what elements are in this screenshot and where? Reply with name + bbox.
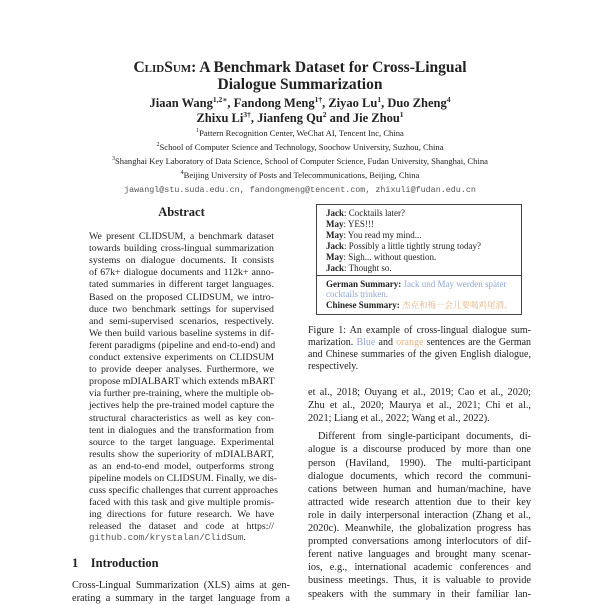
abstract-line: We present CLIDSUM, a benchmark dataset bbox=[89, 231, 274, 242]
abstract-line: pipeline models on CLIDSUM. Finally, we dis- bbox=[89, 473, 278, 484]
author: Ziyao Lu$^1$, bbox=[328, 95, 388, 111]
body-text-line: 2021; Liang et al., 2022; Wang et al., 2022). bbox=[308, 413, 490, 425]
abstract-line: tent in dialogues and the transformation from bbox=[89, 424, 274, 436]
speaker-name: Jack bbox=[326, 241, 344, 251]
dialogue-utterance bbox=[326, 208, 405, 219]
abstract-line: propose mDIALBART which extends mBART bbox=[89, 376, 275, 388]
abstract-line: via further pre-training, where the multiple ob- bbox=[89, 388, 275, 400]
abstract-line: jectives help the pre-trained model capture the bbox=[89, 400, 274, 412]
figure-divider bbox=[317, 275, 521, 276]
abstract-line: to provide deeper analyses. Furthermore, we bbox=[89, 364, 274, 376]
body-text-line: alogue is a discourse produced by more than one bbox=[308, 444, 531, 456]
speaker-name: Jack bbox=[326, 208, 344, 218]
intro-line: Cross-Lingual Summarization (XLS) aims at gen- bbox=[72, 580, 290, 591]
abstract-heading: Abstract bbox=[158, 205, 205, 219]
affiliation: $^3$Shanghai Key Laboratory of Data Science, School of Computer Science, Fudan University, Shanghai, China bbox=[112, 156, 488, 166]
author: Jianfeng Qu$^2$ and bbox=[257, 110, 353, 126]
utterance-text: : Cocktails later? bbox=[344, 208, 405, 218]
dialogue-utterance bbox=[326, 241, 481, 252]
abstract-line: conduct extensive experiments on CLIDSUM bbox=[89, 352, 274, 363]
dataset-name: ClidSum bbox=[133, 59, 192, 76]
author: Jiaan Wang$^{1,2∗}$, bbox=[149, 95, 234, 111]
figure-caption-line: Figure 1: An example of cross-lingual dialogue sum- bbox=[308, 325, 531, 336]
author: Jie Zhou$^1$ bbox=[352, 110, 404, 126]
abstract-line: Based on the proposed CLIDSUM, we intro- bbox=[89, 291, 274, 303]
affiliation: $^4$Beijing University of Posts and Telecommunications, Beijing, China bbox=[180, 170, 420, 180]
abstract-line: duce two benchmark settings for supervised bbox=[89, 303, 274, 315]
body-text-line: ferent native languages and brought many scenar- bbox=[308, 549, 531, 561]
affiliation: $^2$School of Computer Science and Technology, Soochow University, Suzhou, China bbox=[156, 142, 444, 152]
author: Zhixu $Li^{3\dagger}$, bbox=[196, 110, 258, 126]
abstract-line: ing directions for future research. We have bbox=[89, 509, 274, 521]
dialogue-utterance bbox=[326, 263, 392, 274]
abstract-line: ferent paradigms (pipeline and end-to-end) and bbox=[89, 339, 276, 351]
utterance-text: : Thought so. bbox=[344, 263, 392, 273]
utterance-text: : Sigh... without question. bbox=[343, 252, 437, 262]
author: Duo Zheng$^4$ bbox=[387, 95, 451, 111]
abstract-line: and semi-supervised scenarios, respectively. bbox=[89, 315, 274, 327]
figure-1-box bbox=[316, 204, 522, 315]
authors-line-1 bbox=[0, 95, 600, 111]
figure-caption-line: marization. Blue and orange sentences are the German bbox=[308, 337, 532, 348]
abstract-line: released the dataset and code at https:// bbox=[89, 521, 274, 533]
body-text-line: cations between human and human/machine, have bbox=[308, 483, 531, 495]
intro-line: erating a summary in the target language from a bbox=[72, 593, 290, 604]
affiliation: $^1$Pattern Recognition Center, WeChat AI, Tencent Inc, China bbox=[196, 128, 404, 138]
section-heading-introduction: 1 Introduction bbox=[72, 556, 159, 570]
title-text: : A Benchmark Dataset for Cross-Lingual bbox=[191, 59, 467, 76]
abstract-line: systems on dialogue documents. It consists bbox=[89, 255, 274, 267]
chinese-summary: Chinese Summary: 杰克和梅一会儿要喝鸡尾酒。 bbox=[326, 300, 513, 311]
paper-title-line-1 bbox=[0, 59, 600, 77]
speaker-name: May bbox=[326, 252, 344, 262]
body-text-line: attracted wide research attention due to their key bbox=[308, 496, 531, 508]
body-text-line: Different from single-participant documents, di- bbox=[318, 431, 531, 443]
body-text-line: dialogue documents, which record the communi- bbox=[308, 470, 531, 482]
abstract-line: tated summaries in different target languages. bbox=[89, 279, 274, 291]
abstract-line: of 67k+ dialogue documents and 112k+ anno- bbox=[89, 267, 274, 279]
abstract-line: towards building cross-lingual summarization bbox=[89, 243, 274, 255]
figure-caption-line: and Chinese summaries of the given English dialogue, bbox=[308, 349, 531, 360]
utterance-text: : You read my mind... bbox=[343, 230, 422, 240]
dialogue-utterance bbox=[326, 252, 436, 263]
abstract-line: source to the target language. Experimental bbox=[89, 436, 274, 448]
body-text-line: person (Haviland, 1990). The multi-participant bbox=[308, 457, 531, 469]
github-link[interactable]: github.com/krystalan/ClidSum bbox=[89, 532, 244, 543]
figure-caption-line: respectively. bbox=[308, 361, 359, 372]
body-text-line: ios, e.g., international academic conferences and bbox=[308, 562, 531, 574]
body-text-line: business meetings. Thus, it is valuable to provide bbox=[308, 575, 531, 587]
author-emails: jawangl@stu.suda.edu.cn, fandongmeng@tencent.com, zhixuli@fudan.edu.cn bbox=[124, 185, 476, 195]
author: Fandong Meng$^{1\dagger}$, bbox=[233, 95, 329, 111]
body-text-line: et al., 2018; Ouyang et al., 2019; Cao et al., 2020; bbox=[308, 387, 531, 398]
abstract-line: structural characteristics as well as key con- bbox=[89, 412, 274, 424]
abstract-line: faced with this task and give multiple promis- bbox=[89, 497, 274, 509]
body-text-line: speakers with the summary in their familiar lan- bbox=[308, 588, 531, 600]
body-text-line: Zhu et al., 2020; Maurya et al., 2021; Chi et al., bbox=[308, 400, 531, 412]
body-text-line: 2020c). Meanwhile, the globalization progress has bbox=[308, 523, 531, 534]
dialogue-utterance bbox=[326, 219, 374, 230]
german-summary-cont: cocktails trinken. bbox=[326, 289, 388, 299]
body-text-line: role in daily interpersonal interaction (Zhang et al., bbox=[308, 509, 531, 521]
abstract-line: results show the superiority of mDIALBART, bbox=[89, 448, 274, 460]
dialogue-utterance bbox=[326, 230, 422, 241]
paper-title-line-2: Dialogue Summarization bbox=[217, 76, 383, 93]
body-text-line: prompted conversations among interlocutors of dif- bbox=[308, 536, 531, 548]
german-summary: German Summary: Jack und May werden später bbox=[326, 279, 507, 289]
abstract-line: cuss specific challenges that current approaches bbox=[89, 485, 278, 497]
speaker-name: Jack bbox=[326, 263, 344, 273]
abstract-line: We then build various baseline systems in dif- bbox=[89, 327, 274, 339]
abstract-line: as an end-to-end model, outperforms strong bbox=[89, 460, 274, 472]
abstract-code-link-line: github.com/krystalan/ClidSum. bbox=[89, 532, 246, 543]
utterance-text: : YES!!! bbox=[343, 219, 374, 229]
utterance-text: : Possibly a little tightly strung today? bbox=[344, 241, 481, 251]
speaker-name: May bbox=[326, 219, 344, 229]
speaker-name: May bbox=[326, 230, 344, 240]
authors-line-2 bbox=[0, 110, 600, 126]
